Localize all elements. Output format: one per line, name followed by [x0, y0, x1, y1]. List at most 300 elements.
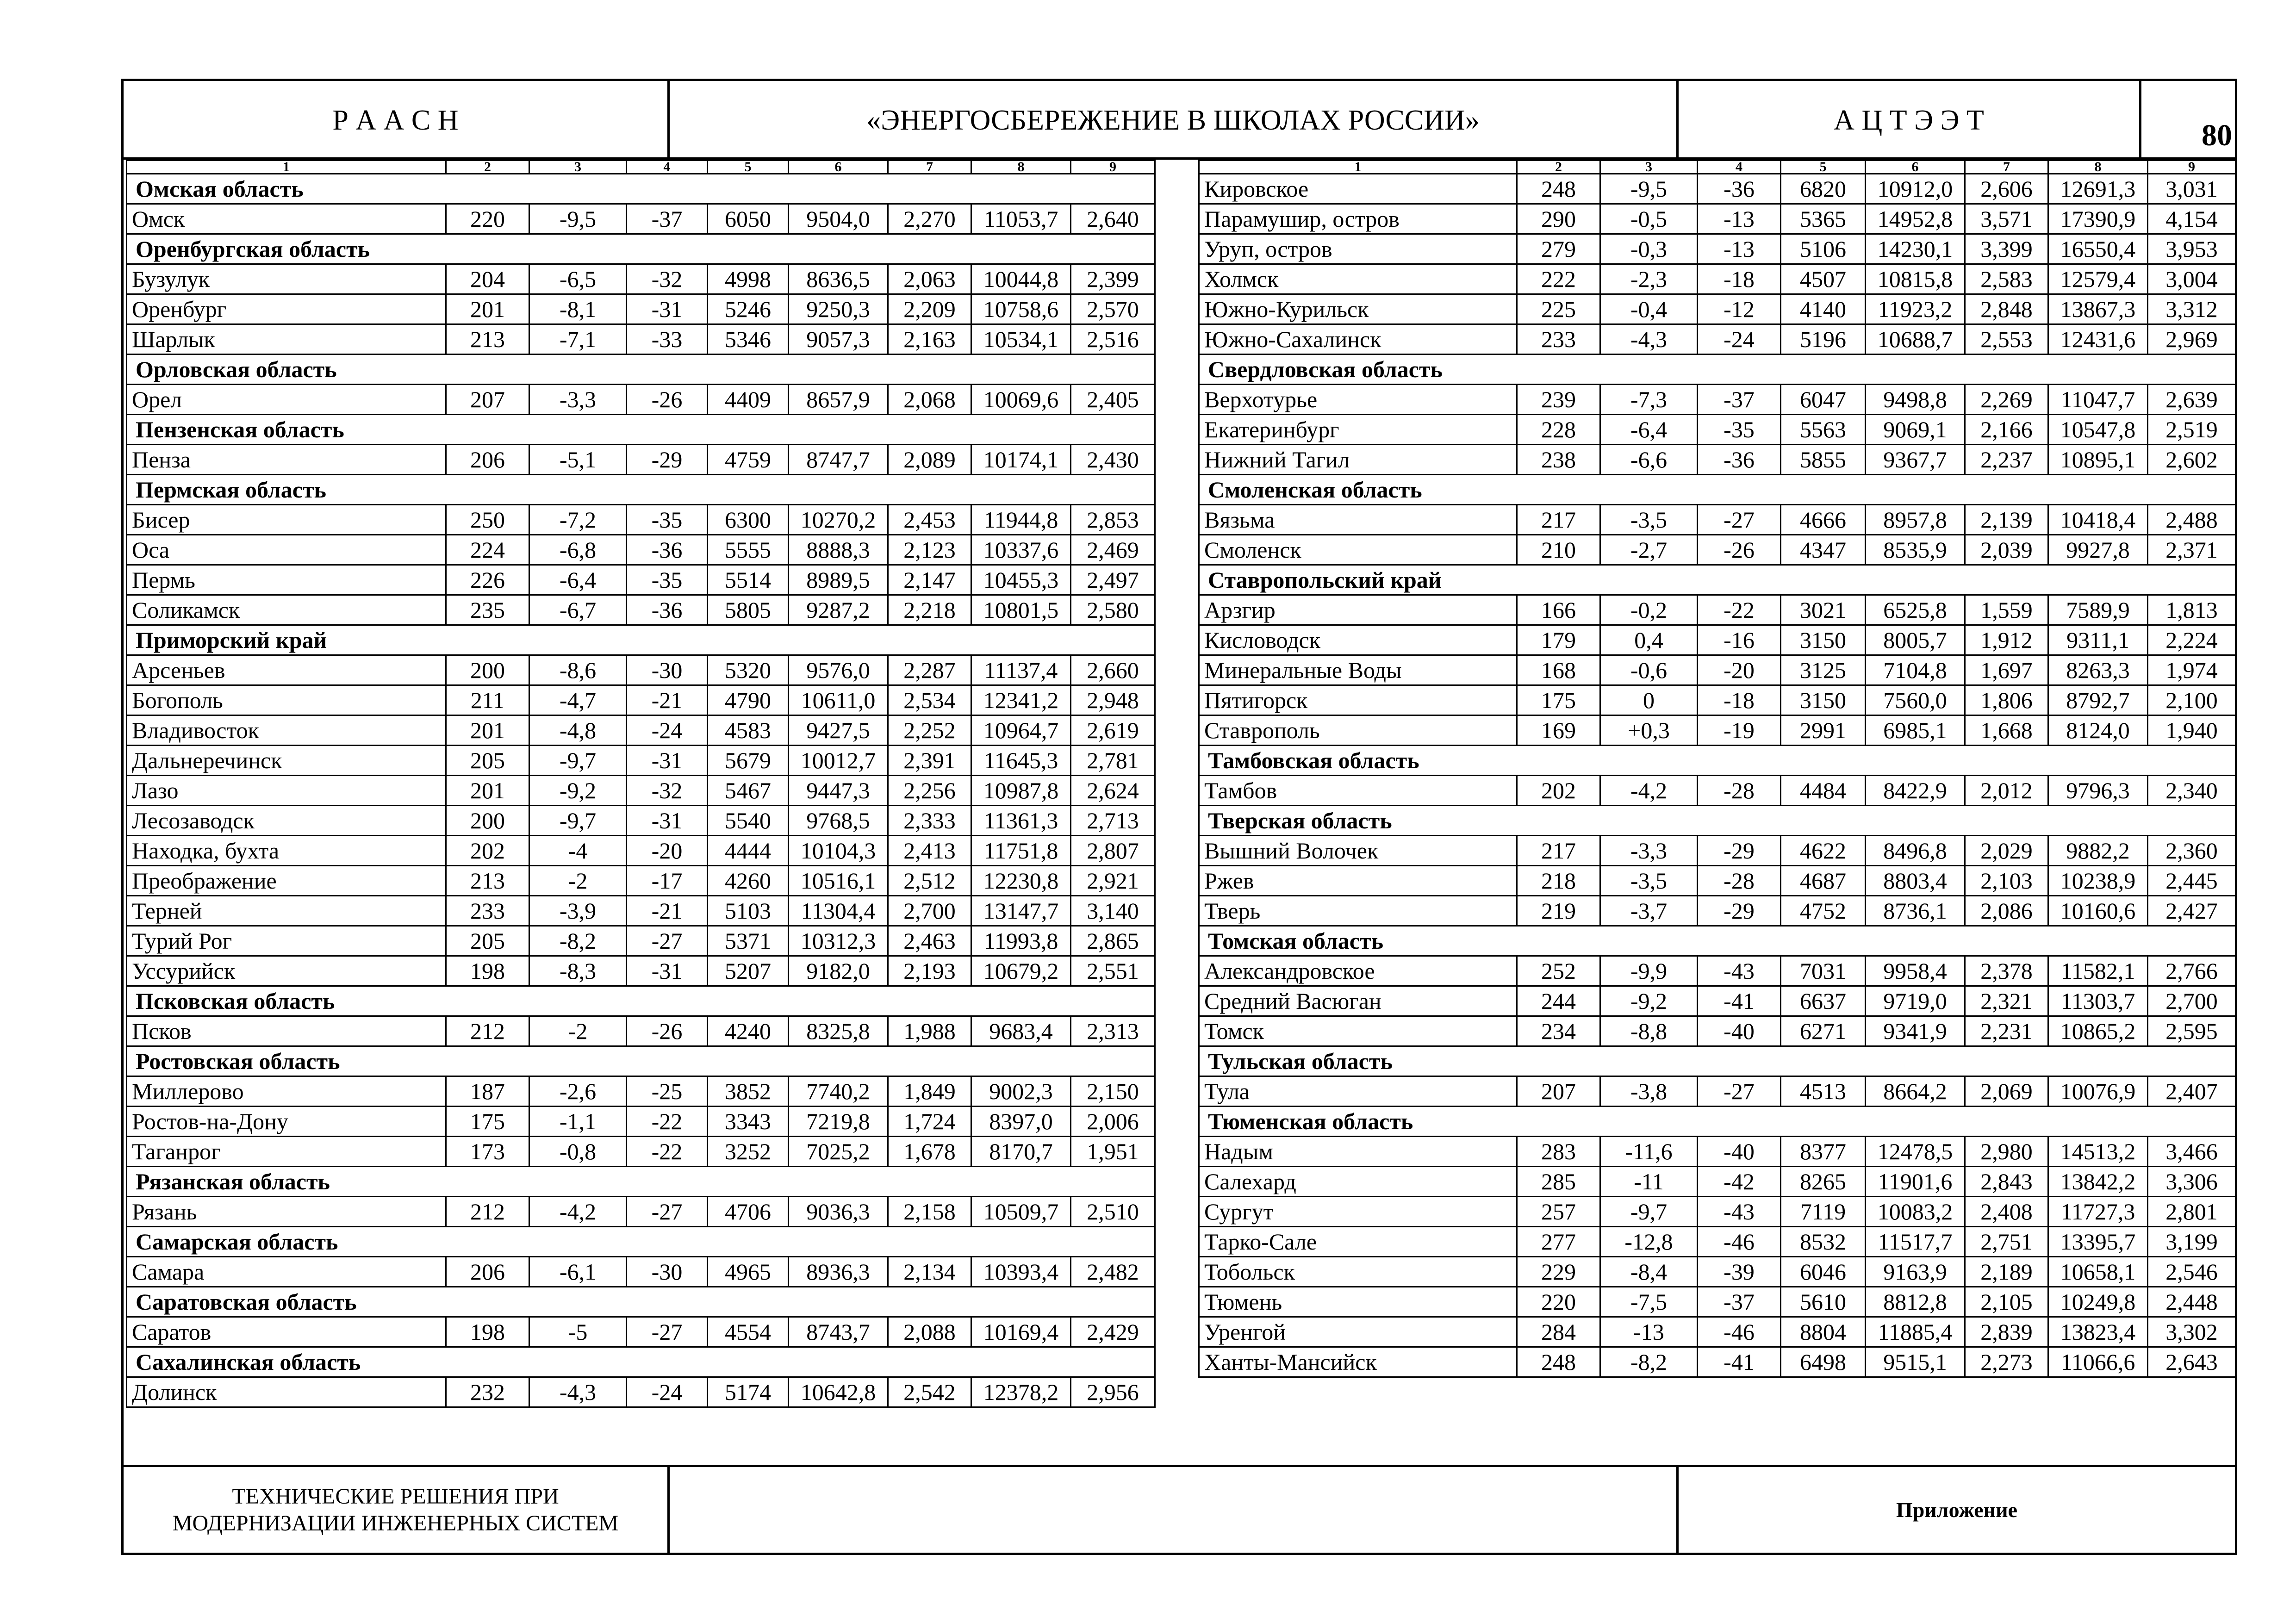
city-name: Холмск — [1199, 264, 1517, 294]
value-cell: -16 — [1698, 625, 1781, 655]
value-cell: 219 — [1517, 896, 1600, 926]
column-number: 8 — [971, 161, 1071, 174]
city-name: Средний Васюган — [1199, 986, 1517, 1016]
value-cell: 2,427 — [2148, 896, 2236, 926]
column-number-row — [1199, 161, 2236, 174]
value-cell: 8636,5 — [789, 264, 888, 294]
value-cell: 211 — [446, 685, 529, 715]
city-name: Парамушир, остров — [1199, 204, 1517, 234]
value-cell: 1,951 — [1071, 1137, 1155, 1167]
region-heading-row — [127, 354, 1155, 385]
value-cell: 2,980 — [1965, 1137, 2048, 1167]
footer-subject-cell — [124, 1467, 670, 1553]
value-cell: 2,068 — [888, 385, 971, 415]
value-cell: -27 — [1698, 1076, 1781, 1107]
value-cell: 217 — [1517, 836, 1600, 866]
table-row — [1199, 415, 2236, 445]
value-cell: 10249,8 — [2048, 1287, 2148, 1317]
value-cell: -20 — [1698, 655, 1781, 685]
value-cell: 2,069 — [1965, 1076, 2048, 1107]
value-cell: -17 — [627, 866, 708, 896]
city-name: Лесозаводск — [127, 806, 446, 836]
value-cell: 6525,8 — [1866, 595, 1965, 625]
value-cell: -24 — [627, 1377, 708, 1407]
value-cell: 8936,3 — [789, 1257, 888, 1287]
value-cell: 3,031 — [2148, 174, 2236, 204]
table-row — [127, 715, 1155, 746]
city-name: Екатеринбург — [1199, 415, 1517, 445]
value-cell: 11923,2 — [1866, 294, 1965, 324]
value-cell: -26 — [627, 1016, 708, 1046]
value-cell: 2,086 — [1965, 896, 2048, 926]
value-cell: -37 — [1698, 1287, 1781, 1317]
value-cell: 2,189 — [1965, 1257, 2048, 1287]
table-row — [127, 685, 1155, 715]
value-cell: 9036,3 — [789, 1197, 888, 1227]
value-cell: -4,2 — [1600, 776, 1698, 806]
value-cell: 2,583 — [1965, 264, 2048, 294]
value-cell: 2,163 — [888, 324, 971, 354]
value-cell: -36 — [1698, 445, 1781, 475]
value-cell: 2,602 — [2148, 445, 2236, 475]
value-cell: -8,3 — [529, 956, 627, 986]
value-cell: 212 — [446, 1016, 529, 1046]
value-cell: -6,7 — [529, 595, 627, 625]
value-cell: 2,321 — [1965, 986, 2048, 1016]
value-cell: 10815,8 — [1866, 264, 1965, 294]
value-cell: -2 — [529, 1016, 627, 1046]
value-cell: -35 — [1698, 415, 1781, 445]
table-row — [127, 956, 1155, 986]
footer-line-1: ТЕХНИЧЕСКИЕ РЕШЕНИЯ ПРИ — [232, 1484, 559, 1509]
value-cell: -29 — [1698, 896, 1781, 926]
value-cell: 10895,1 — [2048, 445, 2148, 475]
value-cell: 3,199 — [2148, 1227, 2236, 1257]
value-cell: -31 — [627, 956, 708, 986]
value-cell: 9341,9 — [1866, 1016, 1965, 1046]
value-cell: 220 — [1517, 1287, 1600, 1317]
table-row — [127, 595, 1155, 625]
value-cell: -46 — [1698, 1227, 1781, 1257]
agency-cell — [1679, 81, 2141, 160]
value-cell: 244 — [1517, 986, 1600, 1016]
value-cell: 233 — [1517, 324, 1600, 354]
value-cell: 2,551 — [1071, 956, 1155, 986]
table-row — [127, 836, 1155, 866]
value-cell: 8657,9 — [789, 385, 888, 415]
city-name: Самара — [127, 1257, 446, 1287]
value-cell: -24 — [1698, 324, 1781, 354]
value-cell: -8,2 — [529, 926, 627, 956]
value-cell: -4,2 — [529, 1197, 627, 1227]
value-cell: 8803,4 — [1866, 866, 1965, 896]
value-cell: 3150 — [1781, 685, 1866, 715]
region-name: Псковская область — [127, 986, 1155, 1016]
value-cell: 10044,8 — [971, 264, 1071, 294]
value-cell: 2,224 — [2148, 625, 2236, 655]
value-cell: 8792,7 — [2048, 685, 2148, 715]
value-cell: 290 — [1517, 204, 1600, 234]
region-name: Пензенская область — [127, 415, 1155, 445]
value-cell: -32 — [627, 776, 708, 806]
value-cell: 9447,3 — [789, 776, 888, 806]
value-cell: 1,806 — [1965, 685, 2048, 715]
value-cell: 2,340 — [2148, 776, 2236, 806]
value-cell: -4,7 — [529, 685, 627, 715]
value-cell: -30 — [627, 655, 708, 685]
value-cell: 2,413 — [888, 836, 971, 866]
value-cell: -37 — [627, 204, 708, 234]
value-cell: 13147,7 — [971, 896, 1071, 926]
city-name: Минеральные Воды — [1199, 655, 1517, 685]
value-cell: 13823,4 — [2048, 1317, 2148, 1347]
city-name: Миллерово — [127, 1076, 446, 1107]
value-cell: 2,542 — [888, 1377, 971, 1407]
value-cell: 5805 — [708, 595, 789, 625]
footer-appendix-cell — [1679, 1467, 2235, 1553]
city-name: Уренгой — [1199, 1317, 1517, 1347]
value-cell: 2,839 — [1965, 1317, 2048, 1347]
value-cell: 207 — [1517, 1076, 1600, 1107]
value-cell: -13 — [1698, 234, 1781, 264]
value-cell: 11137,4 — [971, 655, 1071, 685]
region-heading-row — [127, 1347, 1155, 1377]
value-cell: -27 — [627, 1317, 708, 1347]
value-cell: 9069,1 — [1866, 415, 1965, 445]
value-cell: -8,8 — [1600, 1016, 1698, 1046]
table-row — [1199, 385, 2236, 415]
value-cell: 2,580 — [1071, 595, 1155, 625]
value-cell: -0,8 — [529, 1137, 627, 1167]
table-row — [127, 926, 1155, 956]
value-cell: -40 — [1698, 1016, 1781, 1046]
city-name: Салехард — [1199, 1167, 1517, 1197]
column-number: 8 — [2048, 161, 2148, 174]
city-name: Вязьма — [1199, 505, 1517, 535]
value-cell: 205 — [446, 926, 529, 956]
table-row — [127, 565, 1155, 595]
value-cell: 2,256 — [888, 776, 971, 806]
value-cell: 2,865 — [1071, 926, 1155, 956]
city-name: Верхотурье — [1199, 385, 1517, 415]
value-cell: 2,089 — [888, 445, 971, 475]
value-cell: -43 — [1698, 956, 1781, 986]
value-cell: 168 — [1517, 655, 1600, 685]
value-cell: 173 — [446, 1137, 529, 1167]
value-cell: -3,3 — [529, 385, 627, 415]
value-cell: 279 — [1517, 234, 1600, 264]
city-name: Тобольск — [1199, 1257, 1517, 1287]
value-cell: 9958,4 — [1866, 956, 1965, 986]
value-cell: 9768,5 — [789, 806, 888, 836]
column-number: 7 — [1965, 161, 2048, 174]
value-cell: -35 — [627, 565, 708, 595]
column-number: 6 — [789, 161, 888, 174]
value-cell: 2,166 — [1965, 415, 2048, 445]
value-cell: 10312,3 — [789, 926, 888, 956]
value-cell: 8496,8 — [1866, 836, 1965, 866]
value-cell: -13 — [1698, 204, 1781, 234]
table-row — [127, 866, 1155, 896]
table-row — [127, 1377, 1155, 1407]
table-row — [127, 806, 1155, 836]
value-cell: -1,1 — [529, 1107, 627, 1137]
value-cell: 2,378 — [1965, 956, 2048, 986]
value-cell: 1,912 — [1965, 625, 2048, 655]
value-cell: 5320 — [708, 655, 789, 685]
city-name: Кировское — [1199, 174, 1517, 204]
value-cell: 17390,9 — [2048, 204, 2148, 234]
region-name: Тульская область — [1199, 1046, 2236, 1076]
value-cell: -8,1 — [529, 294, 627, 324]
value-cell: -0,3 — [1600, 234, 1698, 264]
table-row — [127, 1137, 1155, 1167]
value-cell: 207 — [446, 385, 529, 415]
drawing-frame — [121, 79, 2237, 1555]
value-cell: -27 — [627, 1197, 708, 1227]
table-row — [1199, 1227, 2236, 1257]
value-cell: 4583 — [708, 715, 789, 746]
city-name: Находка, бухта — [127, 836, 446, 866]
value-cell: 3,571 — [1965, 204, 2048, 234]
value-cell: 2,252 — [888, 715, 971, 746]
region-heading-row — [1199, 806, 2236, 836]
region-heading-row — [127, 986, 1155, 1016]
value-cell: 2,287 — [888, 655, 971, 685]
value-cell: 3021 — [1781, 595, 1866, 625]
value-cell: 11885,4 — [1866, 1317, 1965, 1347]
value-cell: 200 — [446, 655, 529, 685]
value-cell: -2 — [529, 866, 627, 896]
value-cell: 2,158 — [888, 1197, 971, 1227]
region-heading-row — [127, 1046, 1155, 1076]
region-name: Тверская область — [1199, 806, 2236, 836]
value-cell: 5207 — [708, 956, 789, 986]
value-cell: 9311,1 — [2048, 625, 2148, 655]
footer-line-2: МОДЕРНИЗАЦИИ ИНЖЕНЕРНЫХ СИСТЕМ — [172, 1511, 619, 1536]
region-heading-row — [127, 1227, 1155, 1257]
table-row — [127, 1317, 1155, 1347]
value-cell: 2,399 — [1071, 264, 1155, 294]
value-cell: -3,8 — [1600, 1076, 1698, 1107]
value-cell: -9,2 — [529, 776, 627, 806]
city-name: Турий Рог — [127, 926, 446, 956]
value-cell: 10083,2 — [1866, 1197, 1965, 1227]
table-row — [127, 1076, 1155, 1107]
value-cell: 2,807 — [1071, 836, 1155, 866]
value-cell: 9367,7 — [1866, 445, 1965, 475]
value-cell: 6498 — [1781, 1347, 1866, 1377]
value-cell: 9927,8 — [2048, 535, 2148, 565]
table-row — [1199, 776, 2236, 806]
value-cell: -26 — [627, 385, 708, 415]
value-cell: 2,445 — [2148, 866, 2236, 896]
value-cell: 213 — [446, 324, 529, 354]
value-cell: 283 — [1517, 1137, 1600, 1167]
city-name: Таганрог — [127, 1137, 446, 1167]
value-cell: 213 — [446, 866, 529, 896]
column-number: 1 — [127, 161, 446, 174]
value-cell: 2,103 — [1965, 866, 2048, 896]
value-cell: 8397,0 — [971, 1107, 1071, 1137]
value-cell: 5610 — [1781, 1287, 1866, 1317]
region-heading-row — [127, 475, 1155, 505]
value-cell: 10069,6 — [971, 385, 1071, 415]
value-cell: 1,678 — [888, 1137, 971, 1167]
value-cell: 2,713 — [1071, 806, 1155, 836]
value-cell: 10611,0 — [789, 685, 888, 715]
value-cell: 5106 — [1781, 234, 1866, 264]
value-cell: 9504,0 — [789, 204, 888, 234]
region-name: Смоленская область — [1199, 475, 2236, 505]
value-cell: 2,430 — [1071, 445, 1155, 475]
value-cell: 2,619 — [1071, 715, 1155, 746]
city-name: Тамбов — [1199, 776, 1517, 806]
value-cell: 284 — [1517, 1317, 1600, 1347]
value-cell: 2,134 — [888, 1257, 971, 1287]
value-cell: -6,4 — [1600, 415, 1698, 445]
value-cell: 8812,8 — [1866, 1287, 1965, 1317]
table-row — [1199, 625, 2236, 655]
table-row — [1199, 866, 2236, 896]
value-cell: 2,534 — [888, 685, 971, 715]
table-row — [127, 776, 1155, 806]
value-cell: 7740,2 — [789, 1076, 888, 1107]
value-cell: 2,453 — [888, 505, 971, 535]
value-cell: 2,193 — [888, 956, 971, 986]
value-cell: 7119 — [1781, 1197, 1866, 1227]
city-name: Ржев — [1199, 866, 1517, 896]
value-cell: 9683,4 — [971, 1016, 1071, 1046]
value-cell: 201 — [446, 715, 529, 746]
value-cell: 10337,6 — [971, 535, 1071, 565]
value-cell: -0,2 — [1600, 595, 1698, 625]
value-cell: 222 — [1517, 264, 1600, 294]
value-cell: -46 — [1698, 1317, 1781, 1347]
city-name: Тарко-Сале — [1199, 1227, 1517, 1257]
value-cell: 4240 — [708, 1016, 789, 1046]
value-cell: 11053,7 — [971, 204, 1071, 234]
city-name: Ставрополь — [1199, 715, 1517, 746]
value-cell: 8664,2 — [1866, 1076, 1965, 1107]
value-cell: 12341,2 — [971, 685, 1071, 715]
value-cell: 175 — [1517, 685, 1600, 715]
table-row — [127, 1257, 1155, 1287]
value-cell: 2,029 — [1965, 836, 2048, 866]
value-cell: 1,559 — [1965, 595, 2048, 625]
table-row — [1199, 1347, 2236, 1377]
city-name: Тула — [1199, 1076, 1517, 1107]
value-cell: -41 — [1698, 1347, 1781, 1377]
value-cell: 2,595 — [2148, 1016, 2236, 1046]
value-cell: 8124,0 — [2048, 715, 2148, 746]
value-cell: 8804 — [1781, 1317, 1866, 1347]
value-cell: 5246 — [708, 294, 789, 324]
table-row — [1199, 445, 2236, 475]
region-name: Оренбургская область — [127, 234, 1155, 264]
value-cell: 5679 — [708, 746, 789, 776]
value-cell: 5563 — [1781, 415, 1866, 445]
value-cell: 10912,0 — [1866, 174, 1965, 204]
value-cell: 238 — [1517, 445, 1600, 475]
value-cell: 8377 — [1781, 1137, 1866, 1167]
value-cell: -31 — [627, 806, 708, 836]
value-cell: -31 — [627, 746, 708, 776]
value-cell: 2,801 — [2148, 1197, 2236, 1227]
region-name: Пермская область — [127, 475, 1155, 505]
value-cell: 5371 — [708, 926, 789, 956]
value-cell: 233 — [446, 896, 529, 926]
value-cell: -43 — [1698, 1197, 1781, 1227]
value-cell: 8535,9 — [1866, 535, 1965, 565]
region-name: Тюменская область — [1199, 1107, 2236, 1137]
value-cell: 9719,0 — [1866, 986, 1965, 1016]
city-name: Вышний Волочек — [1199, 836, 1517, 866]
table-row — [1199, 1137, 2236, 1167]
city-name: Саратов — [127, 1317, 446, 1347]
value-cell: -9,7 — [529, 746, 627, 776]
value-cell: 13867,3 — [2048, 294, 2148, 324]
value-cell: 9182,0 — [789, 956, 888, 986]
table-row — [127, 535, 1155, 565]
value-cell: 11944,8 — [971, 505, 1071, 535]
city-name: Сургут — [1199, 1197, 1517, 1227]
value-cell: 2,429 — [1071, 1317, 1155, 1347]
value-cell: 169 — [1517, 715, 1600, 746]
table-row — [1199, 1257, 2236, 1287]
value-cell: 10238,9 — [2048, 866, 2148, 896]
value-cell: 5555 — [708, 535, 789, 565]
table-row — [1199, 836, 2236, 866]
value-cell: -7,5 — [1600, 1287, 1698, 1317]
table-row — [127, 385, 1155, 415]
city-name: Бисер — [127, 505, 446, 535]
value-cell: -7,1 — [529, 324, 627, 354]
value-cell: 11304,4 — [789, 896, 888, 926]
value-cell: 175 — [446, 1107, 529, 1137]
value-cell: -28 — [1698, 776, 1781, 806]
value-cell: 8747,7 — [789, 445, 888, 475]
value-cell: 1,940 — [2148, 715, 2236, 746]
value-cell: 3,953 — [2148, 234, 2236, 264]
city-name: Южно-Сахалинск — [1199, 324, 1517, 354]
value-cell: 2,700 — [2148, 986, 2236, 1016]
region-heading-row — [127, 234, 1155, 264]
value-cell: 11047,7 — [2048, 385, 2148, 415]
value-cell: -2,7 — [1600, 535, 1698, 565]
table-row — [127, 264, 1155, 294]
value-cell: 2,781 — [1071, 746, 1155, 776]
value-cell: -42 — [1698, 1167, 1781, 1197]
value-cell: -32 — [627, 264, 708, 294]
value-cell: -2,3 — [1600, 264, 1698, 294]
city-name: Уруп, остров — [1199, 234, 1517, 264]
value-cell: 2,333 — [888, 806, 971, 836]
value-cell: -3,5 — [1600, 505, 1698, 535]
column-number: 7 — [888, 161, 971, 174]
org-cell — [124, 81, 670, 160]
value-cell: 5196 — [1781, 324, 1866, 354]
value-cell: 5540 — [708, 806, 789, 836]
value-cell: 3,140 — [1071, 896, 1155, 926]
value-cell: -30 — [627, 1257, 708, 1287]
value-cell: 210 — [1517, 535, 1600, 565]
value-cell: 4513 — [1781, 1076, 1866, 1107]
value-cell: 10801,5 — [971, 595, 1071, 625]
region-heading-row — [1199, 1046, 2236, 1076]
value-cell: 4790 — [708, 685, 789, 715]
table-row — [1199, 1076, 2236, 1107]
